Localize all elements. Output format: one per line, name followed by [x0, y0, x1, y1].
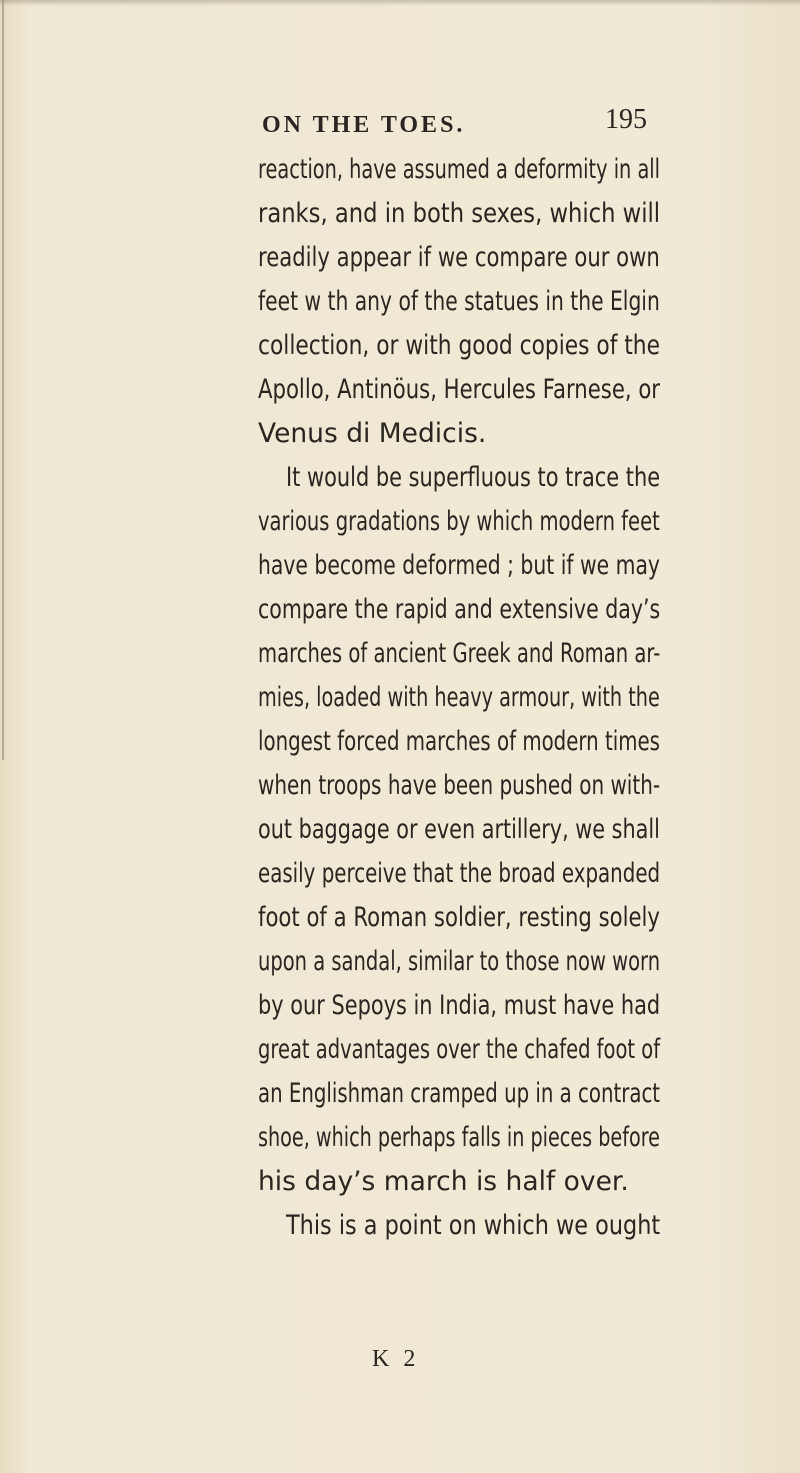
text-line: upon a sandal, similar to those now worn: [258, 946, 661, 977]
text-line: marches of ancient Greek and Roman ar-: [258, 638, 661, 669]
text-line: Venus di Medicis.: [258, 418, 487, 449]
text-line: various gradations by which modern feet: [258, 506, 660, 537]
text-line: out baggage or even artillery, we shall: [258, 814, 660, 845]
text-line: mies, loaded with heavy armour, with the: [258, 682, 660, 713]
text-line: his day’s march is half over.: [258, 1166, 629, 1197]
text-line: foot of a Roman soldier, resting solely: [258, 902, 660, 933]
page-top-shadow: [0, 0, 800, 6]
text-line: have become deformed ; but if we may: [258, 550, 660, 581]
text-line: shoe, which perhaps falls in pieces before: [258, 1122, 660, 1153]
page-edge-line: [2, 0, 4, 760]
page-number: 195: [605, 104, 647, 135]
running-head: ON THE TOES.: [262, 112, 466, 138]
text-line: when troops have been pushed on with-: [258, 770, 661, 801]
text-line: readily appear if we compare our own: [258, 242, 660, 273]
text-line: feet w th any of the statues in the Elgin: [258, 286, 660, 317]
text-line: an Englishman cramped up in a contract: [258, 1078, 661, 1109]
text-line: great advantages over the chafed foot of: [258, 1034, 661, 1065]
text-line: Apollo, Antinöus, Hercules Farnese, or: [258, 374, 661, 405]
text-line: longest forced marches of modern times: [258, 726, 660, 757]
text-line: This is a point on which we ought: [286, 1210, 661, 1241]
text-line: It would be superfluous to trace the: [286, 462, 661, 493]
signature-mark: K 2: [372, 1346, 420, 1372]
text-line: collection, or with good copies of the: [258, 330, 660, 361]
text-line: by our Sepoys in India, must have had: [258, 990, 661, 1021]
text-line: compare the rapid and extensive day’s: [258, 594, 661, 625]
text-line: easily perceive that the broad expanded: [258, 858, 661, 889]
text-line: ranks, and in both sexes, which will: [258, 198, 661, 229]
text-line: reaction, have assumed a deformity in all: [258, 154, 661, 185]
